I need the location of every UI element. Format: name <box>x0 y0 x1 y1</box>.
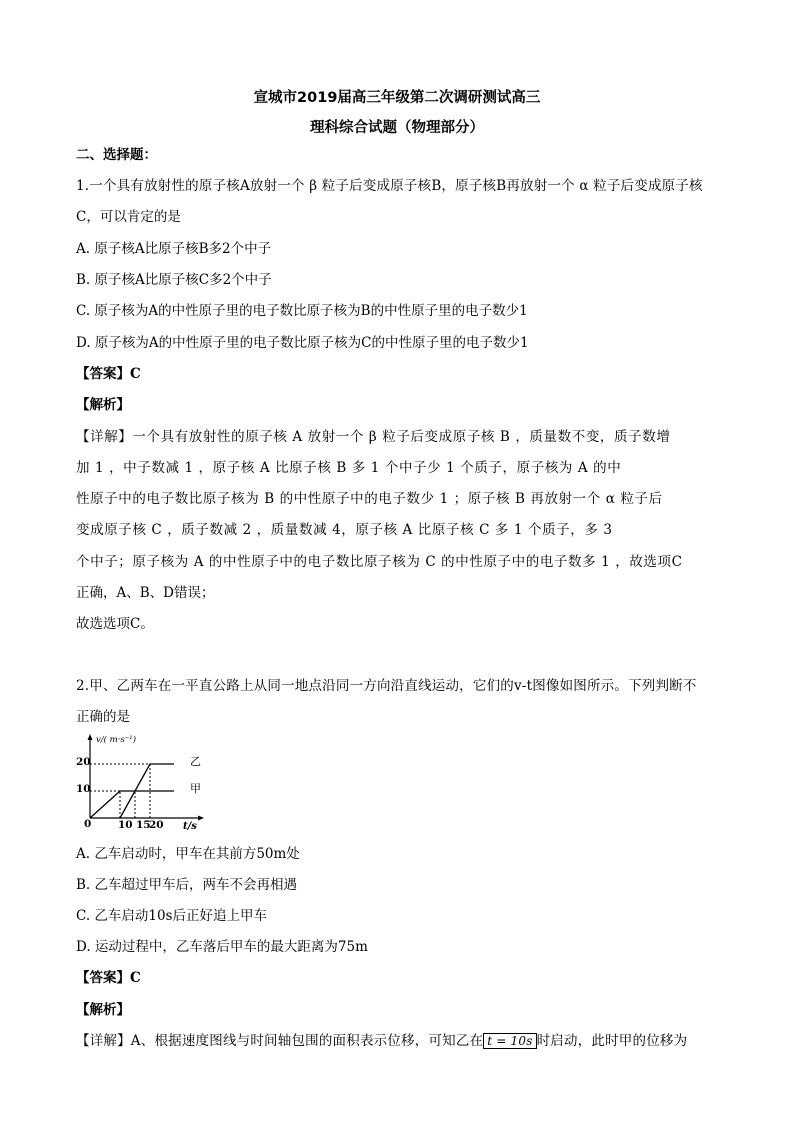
q1-stem-line1: 1.一个具有放射性的原子核A放射一个 β 粒子后变成原子核B，原子核B再放射一个 α 粒子后变成原子核 <box>76 178 703 194</box>
q2-detail-suffix: 时启动，此时甲的位移为 <box>536 1033 688 1049</box>
y-tick-label-10: 10 <box>76 783 91 795</box>
q2-analysis-heading: 【解析】 <box>76 1002 130 1018</box>
x-tick-label-10: 10 <box>118 819 133 831</box>
q1-option-c: C. 原子核为A的中性原子里的电子数比原子核为B的中性原子里的电子数少1 <box>76 303 528 319</box>
document-title: 宣城市2019届高三年级第二次调研测试高三 <box>253 90 541 106</box>
section-heading: 二、选择题： <box>76 147 157 163</box>
vt-graph <box>76 733 206 833</box>
q1-answer: 【答案】C <box>76 366 141 382</box>
series-line-jia <box>90 791 174 818</box>
q2-detail-math: t = 10s <box>483 1033 536 1049</box>
q2-stem-line1: 2.甲、乙两车在一平直公路上从同一地点沿同一方向沿直线运动，它们的v-t图像如图所示。下列判断不 <box>76 678 697 694</box>
q1-detail-line2: 加 1 ，中子数减 1 ，原子核 A 比原子核 B 多 1 个中子少 1 个质子，原子核为 A 的中 <box>76 460 622 476</box>
y-tick-label-20: 20 <box>76 756 91 768</box>
x-axis-arrow <box>198 816 204 821</box>
q2-detail-line1 <box>76 1032 687 1050</box>
q1-stem-line2: C，可以肯定的是 <box>76 209 181 225</box>
x-tick-label-0: 0 <box>84 818 92 830</box>
chart-axes <box>88 734 205 821</box>
q1-option-a: A. 原子核A比原子核B多2个中子 <box>76 241 272 257</box>
q2-option-a: A. 乙车启动时，甲车在其前方50m处 <box>76 846 300 862</box>
q2-answer: 【答案】C <box>76 970 141 986</box>
q2-option-d: D. 运动过程中，乙车落后甲车的最大距离为75m <box>76 939 368 955</box>
series-label-jia: 甲 <box>190 782 201 795</box>
y-axis-arrow <box>88 734 93 740</box>
q1-detail-line3: 性原子中的电子数比原子核为 B 的中性原子中的电子数少 1 ；原子核 B 再放射一个 α 粒子后 <box>76 491 663 507</box>
x-tick-label-20: 20 <box>149 819 164 831</box>
x-tick-label-15: 15 <box>136 819 151 831</box>
q1-detail-line7: 故选选项C。 <box>76 616 154 632</box>
series-label-yi: 乙 <box>190 755 201 768</box>
q2-option-c: C. 乙车启动10s后正好追上甲车 <box>76 908 268 924</box>
q2-stem-line2: 正确的是 <box>76 709 130 725</box>
document-subtitle: 理科综合试题（物理部分） <box>310 120 484 136</box>
q1-option-d: D. 原子核为A的中性原子里的电子数比原子核为C的中性原子里的电子数少1 <box>76 335 529 351</box>
q2-option-b: B. 乙车超过甲车后，两车不会再相遇 <box>76 877 298 893</box>
q2-detail-prefix: 【详解】A、根据速度图线与时间轴包围的面积表示位移，可知乙在 <box>76 1033 484 1049</box>
y-axis-label: v/( m·s⁻¹) <box>96 735 137 745</box>
x-axis-label: t/s <box>183 821 197 832</box>
q1-detail-line6: 正确，A、B、D错误； <box>76 585 215 601</box>
q1-detail-line5: 个中子；原子核为 A 的中性原子中的电子数比原子核为 C 的中性原子中的电子数多 1 ，故选项C <box>76 554 683 570</box>
chart-labels <box>76 734 201 832</box>
q1-detail-line4: 变成原子核 C ，质子数减 2 ，质量数减 4，原子核 A 比原子核 C 多 1 个质子，多 3 <box>76 522 613 538</box>
q1-detail-line1: 【详解】一个具有放射性的原子核 A 放射一个 β 粒子后变成原子核 B ，质量数不变，质子数增 <box>76 429 671 445</box>
q1-analysis-heading: 【解析】 <box>76 397 130 413</box>
q1-option-b: B. 原子核A比原子核C多2个中子 <box>76 272 272 288</box>
